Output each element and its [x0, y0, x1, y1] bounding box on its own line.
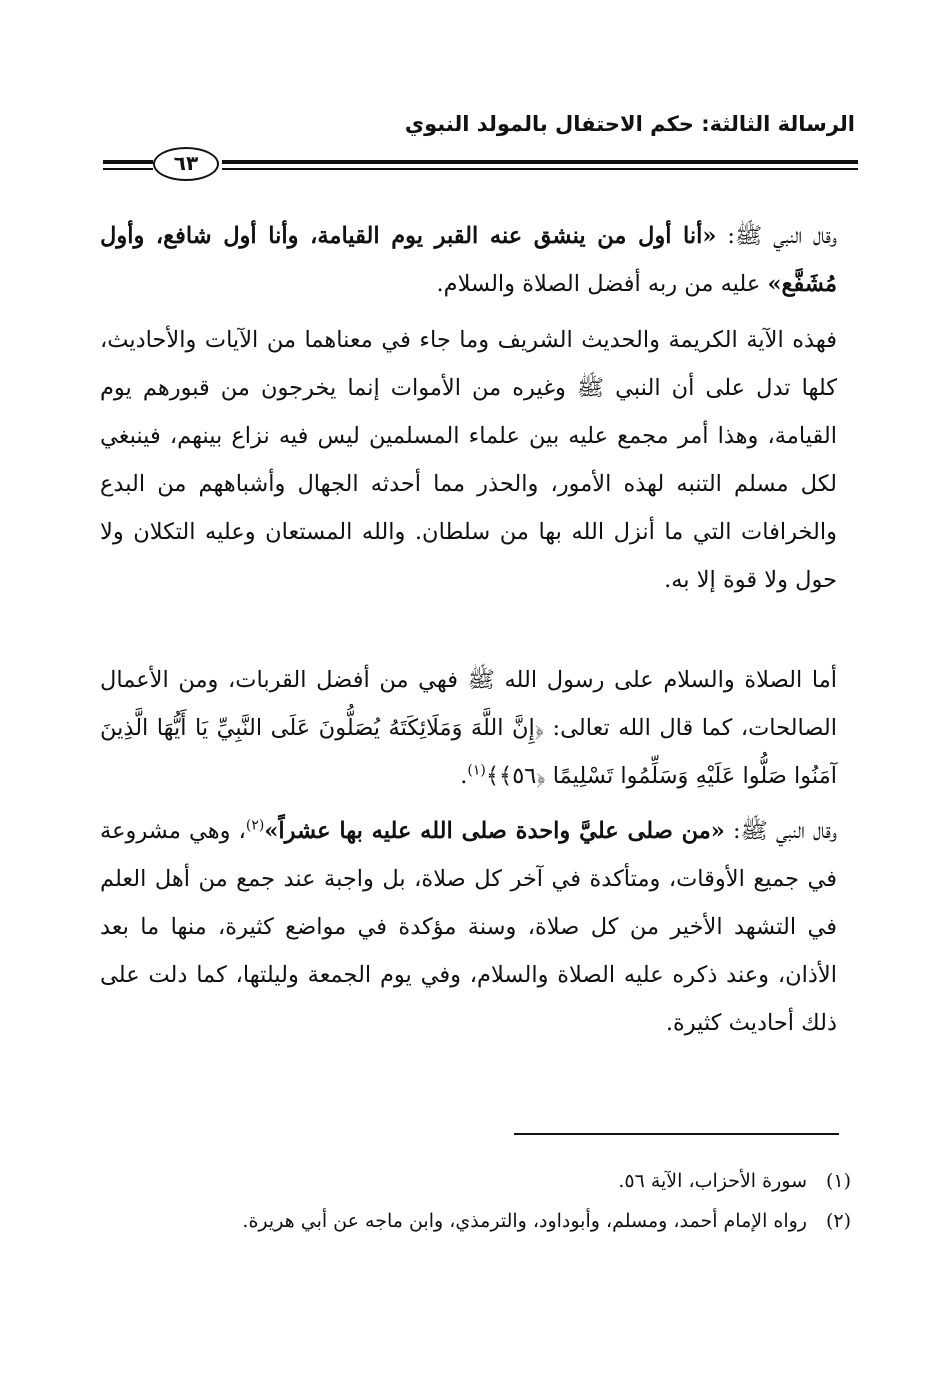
header-rule-left-thin	[103, 168, 153, 170]
footnote-1-number: (١)	[825, 1170, 851, 1192]
quran-verse: ﴿إِنَّ اللَّهَ وَمَلَائِكَتَهُ يُصَلُّونَ عَلَى النَّبِيِّ يَا أَيُّهَا الَّذِينَ آمَنُوا صَلُّوا عَلَيْهِ وَسَلِّمُوا تَسْلِيمًا ﴿٥٦﴾﴾	[100, 715, 837, 789]
footnote-2-text: رواه الإمام أحمد، ومسلم، وأبوداود، والترمذي، وابن ماجه عن أبي هريرة.	[242, 1210, 807, 1232]
paragraph-1-intro: وقال النبي ﷺ:	[716, 223, 837, 249]
paragraph-4-intro: وقال النبي ﷺ:	[724, 818, 837, 844]
paragraph-3	[100, 656, 837, 800]
header-rule-right	[222, 160, 858, 164]
footnote-ref-2[interactable]: (٢)	[245, 817, 265, 834]
page-number: ٦٣	[153, 147, 219, 181]
paragraph-1-end: عليه من ربه أفضل الصلاة والسلام.	[436, 271, 768, 297]
footnote-2	[91, 1206, 851, 1236]
footnote-2-number: (٢)	[825, 1210, 851, 1232]
hadith-quote-1: «أنا أول من ينشق عنه القبر يوم القيامة، وأنا أول شافع، وأول مُشَفَّع»	[100, 223, 837, 297]
footnote-1-text: سورة الأحزاب، الآية ٥٦.	[618, 1170, 807, 1192]
header-rule-left	[103, 160, 153, 164]
header-rule-right-thin	[222, 168, 858, 170]
hadith-quote-2: «من صلى عليَّ واحدة صلى الله عليه بها عشراً»	[264, 818, 725, 844]
footnote-1	[91, 1166, 851, 1196]
paragraph-3-intro: أما الصلاة والسلام على رسول الله ﷺ فهي من أفضل القربات، ومن الأعمال الصالحات، كما قال الله تعالى:	[100, 667, 837, 741]
paragraph-2: فهذه الآية الكريمة والحديث الشريف وما جاء في معناهما من الآيات والأحاديث، كلها تدل على أن النبي ﷺ وغيره من الأموات إنما يخرجون من قبورهم يوم القيامة، وهذا أمر مجمع عليه بين علماء المسلمين ليس فيه نزاع بينهم، فينبغي لكل مسلم التنبه لهذه الأمور، والحذر مما أحدثه الجهال وأشباههم من البدع والخرافات التي ما أنزل الله بها من سلطان. والله المستعان وعليه التكلان ولا حول ولا قوة إلا به.	[100, 327, 837, 593]
footnote-separator	[514, 1133, 839, 1135]
footnote-ref-1[interactable]: (١)	[467, 762, 486, 779]
running-header-title: الرسالة الثالثة: حكم الاحتفال بالمولد النبوي	[404, 112, 855, 136]
paragraph-1	[100, 212, 837, 308]
paragraph-4-body: ، وهي مشروعة في جميع الأوقات، ومتأكدة في آخر كل صلاة، بل واجبة عند جمع من أهل العلم في التشهد الأخير من كل صلاة، وسنة مؤكدة في مواضع كثيرة، منها ما بعد الأذان، وعند ذكره عليه الصلاة والسلام، وفي يوم الجمعة وليلتها، كما دلت على ذلك أحاديث كثيرة.	[100, 818, 837, 1036]
paragraph-3-end: .	[460, 763, 468, 789]
paragraph-4	[100, 807, 837, 1047]
